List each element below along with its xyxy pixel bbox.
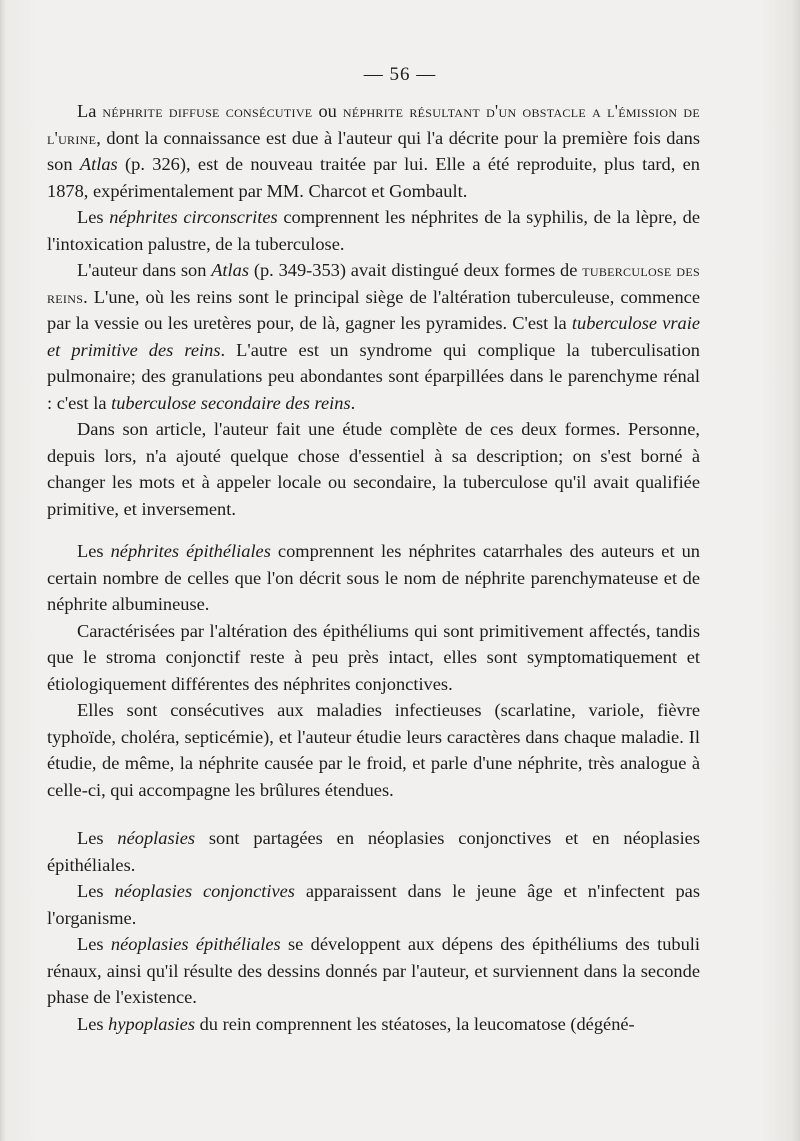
italic-term: néphrites circonscrites [109,207,278,227]
text-run: Les [77,541,111,561]
paragraph-caracterisees [47,618,700,698]
text-run: Les [77,1013,109,1034]
italic-term: tuberculose secondaire des reins [111,392,351,413]
italic-term: hypoplasies [108,1013,195,1034]
italic-term: tuberculose vraie et primitive des reins [47,313,700,360]
paragraph-nephrite-diffuse [47,98,700,204]
text-run: Les [77,934,111,954]
text-run: Elles sont consécutives aux maladies infectieuses (scarlatine, variole, fièvre typhoïde, choléra, septicémie), et l'auteur étudie leurs caractères dans chaque maladie. Il étudie, de même, la néphrite causée par le froid, et parle d'une néphrite, très analogue à celle-ci, qui accompagne les brûlures étendues. [47,700,700,800]
body-text [47,98,700,1037]
small-caps-term: néphrite diffuse consécutive [102,101,313,121]
paragraph-etude-complete [47,416,700,522]
text-run: du rein comprennent les stéatoses, la leucomatose (dégéné- [195,1013,635,1034]
text-run: . [350,392,356,413]
text-run: comprennent les néphrites de la syphilis, de la lèpre, de l'intoxication palustre, de la tuberculose. [47,207,701,254]
paragraph-tuberculose-reins [47,257,700,416]
text-run: . L'autre est un syndrome qui complique la tuberculisation pulmonaire; des granulations peu abondantes sont éparpillées dans le parenchyme rénal : c'est la [47,339,700,413]
text-run: . L'une, où les reins sont le principal siège de l'altération tuberculeuse, commence par la vessie ou les uretères pour, de là, gagner les pyramides. C'est la [47,286,700,333]
paragraph-neoplasies-conjonctives [47,878,700,931]
italic-term: néoplasies conjonctives [114,881,295,901]
text-run: se développent aux dépens des épithéliums des tubuli rénaux, ainsi qu'il résulte des dessins donnés par l'auteur, et surviennent dans la seconde phase de l'existence. [47,934,701,1007]
paragraph-hypoplasies [47,1011,700,1038]
paragraph-nephrites-epitheliales [47,538,700,618]
paragraph-nephrites-circonscrites [47,204,700,257]
text-run: Les [77,207,110,227]
text-run: Caractérisées par l'altération des épithéliums qui sont primitivement affectés, tandis que le stroma conjonctif reste à peu près intact, elles sont symptomatiquement et étiologiquement différentes des néphrites conjonctives. [47,620,700,694]
text-run: Dans son article, l'auteur fait une étude complète de ces deux formes. Personne, depuis lors, n'a ajouté quelque chose d'essentiel à sa description; on s'est borné à changer les mots et à appeler locale ou secondaire, la tuberculose qu'il avait qualifiée primitive, et inversement. [47,419,700,519]
text-run: (p. 349-353) avait distingué deux formes de [249,260,583,280]
small-caps-term: tuberculose des reins [47,260,700,307]
italic-term: néoplasies [117,828,196,848]
text-run: L'auteur dans son [77,260,212,280]
text-run: Les [77,828,118,848]
paragraph-maladies-infectieuses [47,697,700,803]
text-run: Les [77,881,115,901]
text-run: apparaissent dans le jeune âge et n'infectent pas l'organisme. [47,881,701,928]
text-run: sont partagées en néoplasies conjonctives et en néoplasies épithéliales. [47,828,700,875]
paragraph-neoplasies [47,825,700,878]
text-run: (p. 326), est de nouveau traitée par lui. Elle a été reproduite, plus tard, en 1878, expérimentalement par MM. Charcot et Gombault. [47,154,700,201]
text-run: La [77,101,103,121]
text-run: , dont la connaissance est due à l'auteur qui l'a décrite pour la première fois dans son [47,127,700,174]
italic-term: Atlas [211,260,250,280]
italic-term: néphrites épithéliales [110,541,271,561]
text-run: comprennent les néphrites catarrhales des auteurs et un certain nombre de celles que l'on décrit sous le nom de néphrite parenchymateuse et de néphrite albumineuse. [47,541,701,614]
italic-term: néoplasies épithéliales [110,934,281,954]
text-run: ou [312,101,343,121]
page-number: — 56 — [363,64,437,85]
small-caps-term: néphrite résultant d'un obstacle a l'émission de l'urine [47,101,700,148]
italic-term: Atlas [79,154,118,174]
paragraph-neoplasies-epitheliales [47,931,700,1011]
